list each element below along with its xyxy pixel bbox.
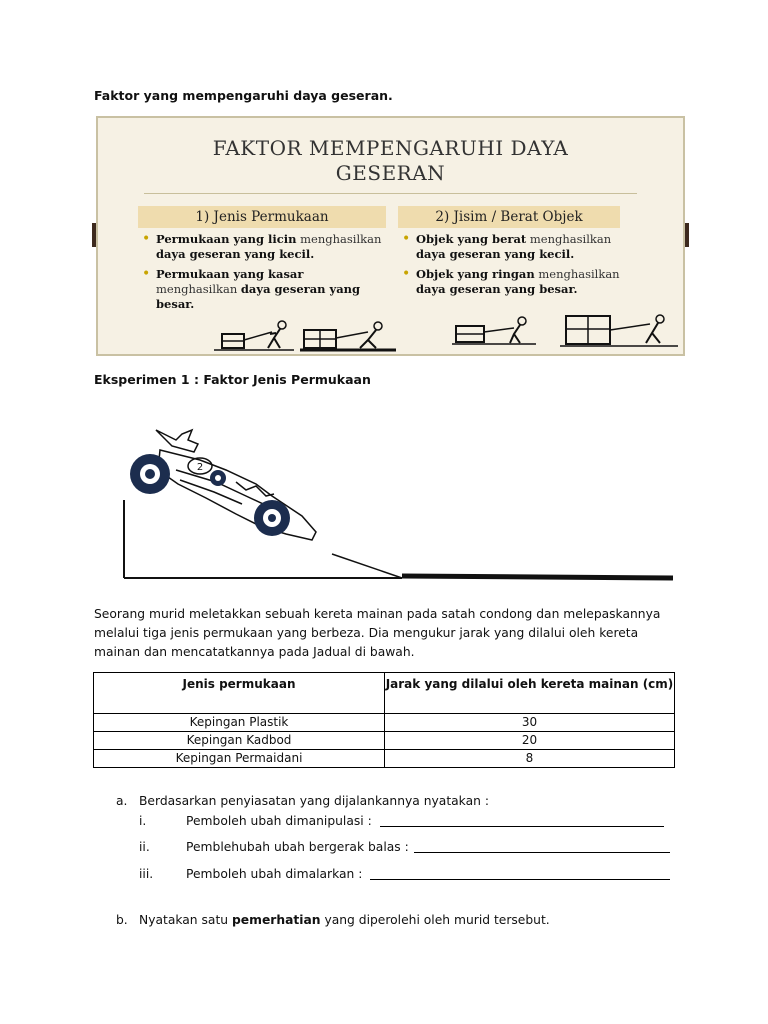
table-cell-distance: 30 xyxy=(385,714,675,732)
question-b-text: Nyatakan satu pemerhatian yang diperolehi oleh murid tersebut. xyxy=(139,913,550,927)
infographic-divider xyxy=(144,193,637,194)
ramp-slope xyxy=(332,554,402,578)
infographic-title xyxy=(98,136,683,186)
table-cell-surface: Kepingan Kadbod xyxy=(94,732,385,750)
table-row xyxy=(94,732,675,750)
object-mass-bullets xyxy=(402,232,638,302)
object-mass-header: 2) Jisim / Berat Objek xyxy=(398,206,620,228)
table-cell-surface: Kepingan Plastik xyxy=(94,714,385,732)
rough-surface-bullet: • Permukaan yang kasar menghasilkan daya geseran yang besar. xyxy=(142,267,382,312)
inclined-plane-car-illustration xyxy=(96,400,686,590)
results-table xyxy=(93,672,675,768)
heavy-object-bullet: • Objek yang berat menghasilkan daya geseran yang kecil. xyxy=(402,232,638,262)
table-cell-surface: Kepingan Permaidani xyxy=(94,750,385,768)
table-row xyxy=(94,750,675,768)
question-b-label: b. xyxy=(116,913,128,927)
car-number: 2 xyxy=(196,462,204,473)
question-a-label: a. xyxy=(116,794,128,808)
experiment-heading: Eksperimen 1 : Faktor Jenis Permukaan xyxy=(94,372,371,387)
experiment-description: Seorang murid meletakkan sebuah kereta mainan pada satah condong dan melepaskannya melalui tiga jenis permukaan yang berbeza. Dia mengukur jarak yang dilalui oleh kereta mainan dan mencatatkannya pada Jadual di bawah. xyxy=(94,607,661,659)
question-a-i-number: i. xyxy=(139,814,147,828)
question-a-iii-text: Pemboleh ubah dimalarkan : xyxy=(186,867,363,881)
infographic-title-line1: FAKTOR MEMPENGARUHI DAYA xyxy=(212,136,569,160)
section-heading-factors: Faktor yang mempengaruhi daya geseran. xyxy=(94,88,393,103)
light-object-bullet: • Objek yang ringan menghasilkan daya geseran yang besar. xyxy=(402,267,638,297)
friction-factors-infographic xyxy=(96,116,685,356)
answer-line-constant[interactable] xyxy=(370,867,670,880)
answer-line-responding[interactable] xyxy=(414,840,670,853)
question-a-text: Berdasarkan penyiasatan yang dijalankannya nyatakan : xyxy=(139,794,489,808)
table-header-surface: Jenis permukaan xyxy=(94,673,385,714)
car-wheel-rear xyxy=(130,454,170,494)
car-wheel-front xyxy=(254,500,290,536)
pulling-mass-illustration xyxy=(452,312,680,352)
table-header-row xyxy=(94,673,675,714)
surface-type-bullets xyxy=(142,232,382,317)
question-a-iii-number: iii. xyxy=(139,867,154,881)
question-a-i-text: Pemboleh ubah dimanipulasi : xyxy=(186,814,372,828)
table-header-distance: Jarak yang dilalui oleh kereta mainan (cm) xyxy=(385,673,675,714)
pulling-box-surface-illustration xyxy=(210,318,400,356)
answer-line-manipulated[interactable] xyxy=(380,814,664,827)
infographic-title-line2: GESERAN xyxy=(335,161,446,185)
car-wheel-middle xyxy=(210,470,226,486)
toy-race-car xyxy=(156,430,316,540)
table-cell-distance: 20 xyxy=(385,732,675,750)
table-row xyxy=(94,714,675,732)
smooth-surface-bullet: • Permukaan yang licin menghasilkan daya geseran yang kecil. xyxy=(142,232,382,262)
test-surface xyxy=(402,576,673,578)
table-cell-distance: 8 xyxy=(385,750,675,768)
surface-type-header: 1) Jenis Permukaan xyxy=(138,206,386,228)
question-a-ii-number: ii. xyxy=(139,840,150,854)
question-a-ii-text: Pemblehubah ubah bergerak balas : xyxy=(186,840,409,854)
